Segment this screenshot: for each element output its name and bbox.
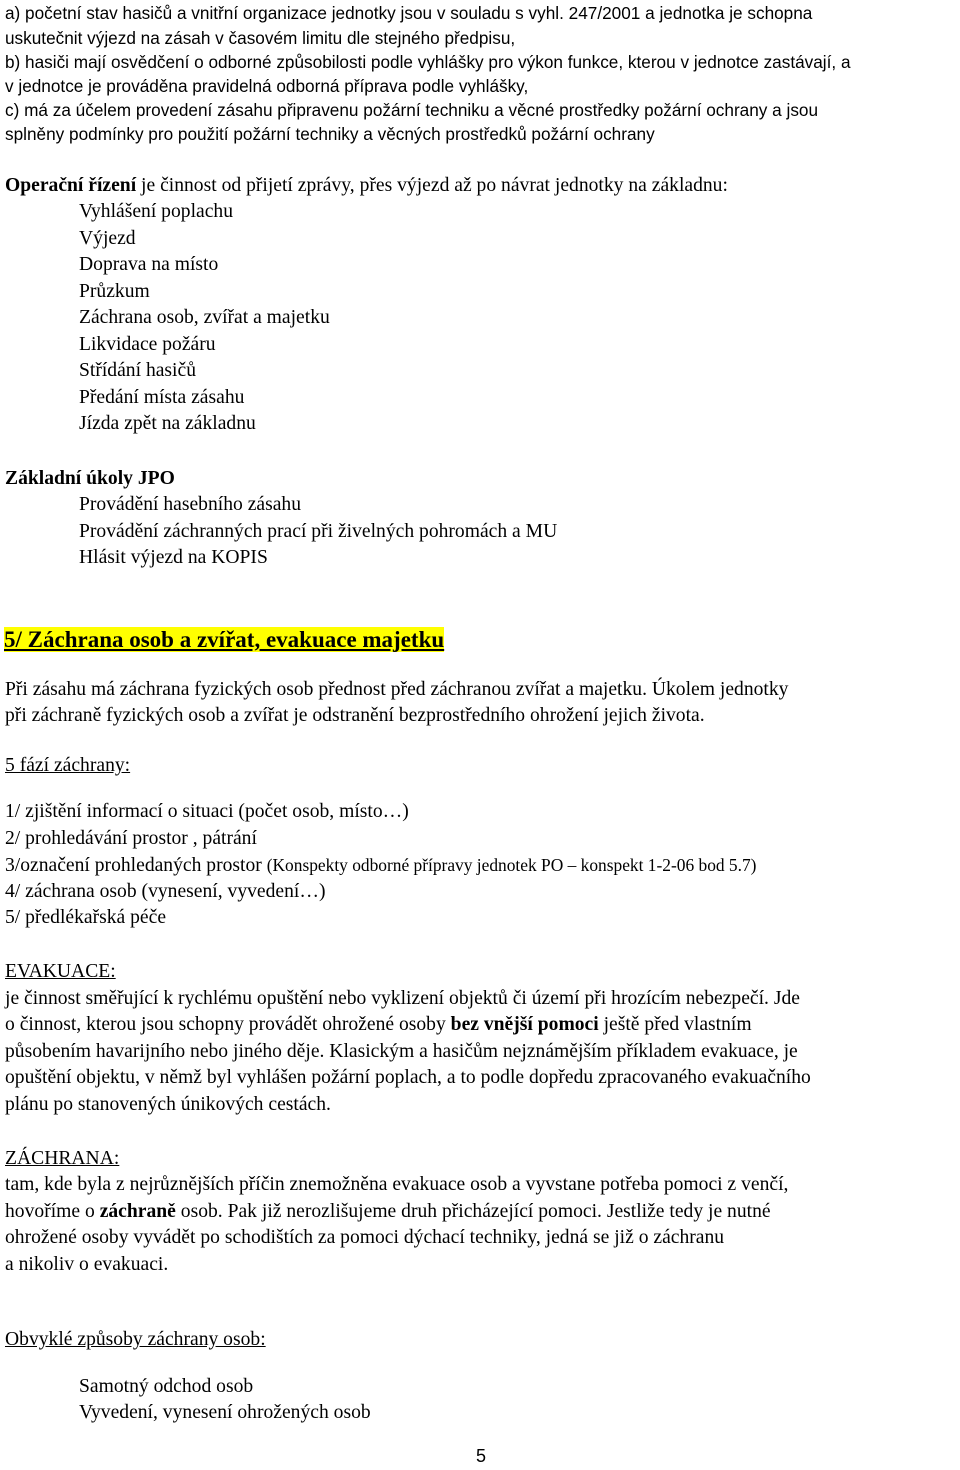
section5-heading-text: 5/ Záchrana osob a zvířat, evakuace majetku (4, 627, 445, 652)
operacni-term: Operační řízení (5, 175, 137, 196)
ukoly-item: Hlásit výjezd na KOPIS (79, 547, 268, 568)
faze-item3-main: 3/označení prohledaných prostor (5, 855, 267, 876)
faze-item: 5/ předlékařská péče (5, 907, 167, 928)
page-number: 5 (476, 1446, 487, 1466)
zachrana-line2 (5, 1199, 771, 1225)
operacni-item: Jízda zpět na základnu (79, 413, 256, 434)
para-a-line1: a) početní stav hasičů a vnitřní organizace jednotky jsou v souladu s vyhl. 247/2001 a jednotka je schopna (5, 3, 813, 23)
evakuace-line2-post: ještě před vlastním (598, 1014, 752, 1035)
operacni-item: Záchrana osob, zvířat a majetku (79, 307, 330, 328)
operacni-item: Doprava na místo (79, 254, 219, 275)
faze-item: 1/ zjištění informací o situaci (počet osob, místo…) (5, 801, 409, 822)
ukoly-item: Provádění hasebního zásahu (79, 494, 301, 515)
zachrana-line1: tam, kde byla z nejrůznějších příčin znemožněna evakuace osob a vyvstane potřeba pomoci z venčí, (5, 1174, 789, 1195)
zachrana-line2-bold: záchraně (99, 1201, 176, 1222)
faze-item-3 (5, 852, 756, 879)
zpusoby-item: Vyvedení, vynesení ohrožených osob (79, 1402, 371, 1423)
faze-item: 2/ prohledávání prostor , pátrání (5, 828, 257, 849)
zachrana-line2-post: osob. Pak již nerozlišujeme druh přicházející pomoci. Jestliže tedy je nutné (175, 1201, 771, 1222)
faze-item3-note: (Konspekty odborné přípravy jednotek PO – konspekt 1-2-06 bod 5.7) (266, 855, 757, 875)
evakuace-line1: je činnost směřující k rychlému opuštění nebo vyklizení objektů či území při hrozícím nebezpečí. Jde (5, 988, 800, 1009)
section5-intro-line2: při záchraně fyzických osob a zvířat je odstranění bezprostředního ohrožení jejich života. (5, 705, 705, 726)
operacni-definition (5, 173, 728, 199)
zachrana-line2-pre: hovoříme o (5, 1201, 100, 1222)
para-b-line1: b) hasiči mají osvědčení o odborné způsobilosti podle vyhlášky pro výkon funkce, kterou v jednotce zastávají, a (5, 52, 851, 72)
para-c-line1: c) má za účelem provedení zásahu připravenu požární techniku a věcné prostředky požární ochrany a jsou (5, 100, 819, 120)
operacni-rest: je činnost od přijetí zprávy, přes výjezd až po návrat jednotky na základnu: (136, 175, 728, 196)
operacni-item: Vyhlášení poplachu (79, 201, 233, 222)
zachrana-heading: ZÁCHRANA: (5, 1148, 120, 1169)
zachrana-line4: a nikoliv o evakuaci. (5, 1254, 169, 1275)
zpusoby-item: Samotný odchod osob (79, 1376, 254, 1397)
operacni-item: Předání místa zásahu (79, 387, 245, 408)
operacni-item: Střídání hasičů (79, 360, 196, 381)
zachrana-line3: ohrožené osoby vyvádět po schodištích za pomoci dýchací techniky, jedná se již o záchranu (5, 1227, 725, 1248)
section5-intro-line1: Při zásahu má záchrana fyzických osob přednost před záchranou zvířat a majetku. Úkolem jednotky (5, 679, 789, 700)
ukoly-item: Provádění záchranných prací při živelných pohromách a MU (79, 521, 558, 542)
para-b-line2: v jednotce je prováděna pravidelná odborná příprava podle vyhlášky, (5, 76, 529, 96)
faze-item: 4/ záchrana osob (vynesení, vyvedení…) (5, 881, 326, 902)
evakuace-line4: opuštění objektu, v němž byl vyhlášen požární poplach, a to podle dopředu zpracovaného evakuačního (5, 1067, 811, 1088)
section5-heading (4, 626, 444, 654)
evakuace-line5: plánu po stanovených únikových cestách. (5, 1094, 331, 1115)
operacni-item: Výjezd (79, 228, 136, 249)
evakuace-line3: působením havarijního nebo jiného děje. Klasickým a hasičům nejznámějším příkladem evakuace, je (5, 1041, 798, 1062)
evakuace-line2-bold: bez vnější pomoci (450, 1014, 599, 1035)
zpusoby-heading: Obvyklé způsoby záchrany osob: (5, 1329, 266, 1350)
operacni-item: Průzkum (79, 281, 150, 302)
para-c-line2: splněny podmínky pro použití požární techniky a věcných prostředků požární ochrany (5, 124, 655, 144)
ukoly-heading: Základní úkoly JPO (5, 468, 175, 489)
evakuace-line2-pre: o činnost, kterou jsou schopny provádět ohrožené osoby (5, 1014, 451, 1035)
operacni-item: Likvidace požáru (79, 334, 216, 355)
para-a-line2: uskutečnit výjezd na zásah v časovém limitu dle stejného předpisu, (5, 28, 516, 48)
evakuace-heading: EVAKUACE: (5, 961, 116, 982)
faze-heading: 5 fází záchrany: (5, 755, 131, 776)
evakuace-line2 (5, 1012, 752, 1038)
